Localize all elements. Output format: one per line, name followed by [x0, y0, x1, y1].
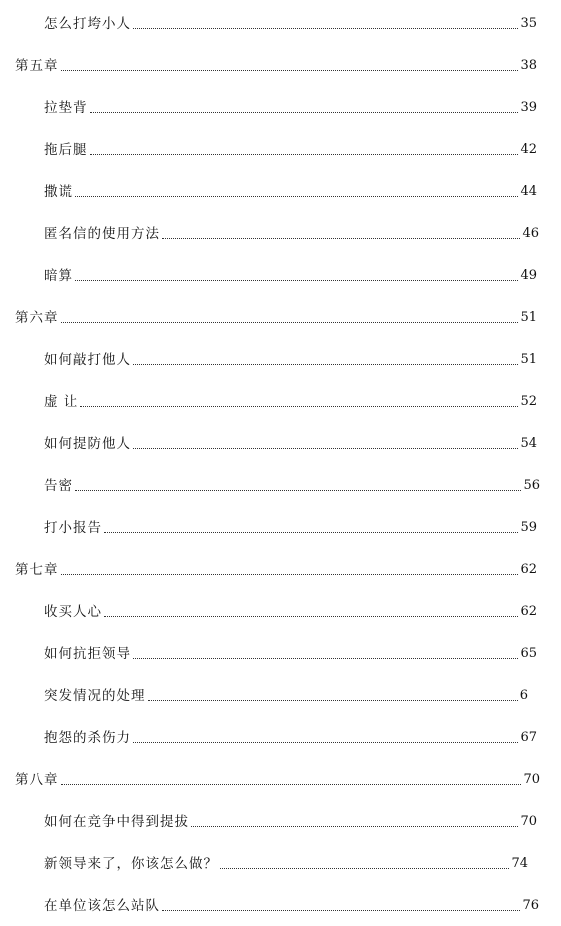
- toc-chapter-title: 第七章: [15, 562, 59, 578]
- toc-entry[interactable]: [44, 852, 528, 872]
- dot-leader: [104, 616, 518, 617]
- toc-entry[interactable]: [44, 894, 539, 914]
- toc-entry[interactable]: [44, 642, 537, 662]
- dot-leader: [75, 490, 521, 491]
- toc-chapter-page: 62: [520, 562, 537, 577]
- toc-entry-title: 告密: [44, 478, 73, 494]
- dot-leader: [61, 70, 519, 71]
- toc-entry[interactable]: [44, 96, 537, 116]
- toc-entry-page: 65: [520, 646, 537, 661]
- toc-chapter-page: 51: [520, 310, 537, 325]
- toc-entry[interactable]: [44, 810, 537, 830]
- toc-entry-page: 44: [520, 184, 537, 199]
- toc-entry[interactable]: [44, 474, 540, 494]
- dot-leader: [191, 826, 518, 827]
- toc-entry[interactable]: [44, 600, 537, 620]
- dot-leader: [162, 238, 520, 239]
- toc-entry-title: 拖后腿: [44, 142, 88, 158]
- toc-entry[interactable]: [44, 222, 539, 242]
- toc-entry-page: 39: [520, 100, 537, 115]
- toc-chapter-title: 第八章: [15, 772, 59, 788]
- toc-chapter-title: 第六章: [15, 310, 59, 326]
- toc-chapter[interactable]: [15, 54, 537, 74]
- toc-entry[interactable]: [44, 264, 537, 284]
- toc-entry-title: 收买人心: [44, 604, 102, 620]
- dot-leader: [75, 196, 518, 197]
- toc-entry-page: 52: [520, 394, 537, 409]
- toc-chapter-title: 第五章: [15, 58, 59, 74]
- toc-entry[interactable]: [44, 180, 537, 200]
- toc-chapter[interactable]: [15, 768, 540, 788]
- toc-entry-page: 49: [520, 268, 537, 283]
- toc-entry-title: 撒谎: [44, 184, 73, 200]
- toc-entry-title: 如何敲打他人: [44, 352, 131, 368]
- toc-entry-page: 74: [511, 856, 528, 871]
- toc-chapter[interactable]: [15, 558, 537, 578]
- dot-leader: [80, 406, 518, 407]
- dot-leader: [133, 742, 518, 743]
- toc-entry-title: 新领导来了，你该怎么做？: [44, 856, 218, 872]
- toc-entry-title: 如何提防他人: [44, 436, 131, 452]
- dot-leader: [133, 28, 518, 29]
- dot-leader: [61, 322, 519, 323]
- toc-entry-page: 51: [520, 352, 537, 367]
- toc-entry[interactable]: [44, 516, 537, 536]
- dot-leader: [133, 448, 518, 449]
- toc-chapter[interactable]: [15, 306, 537, 326]
- dot-leader: [220, 868, 509, 869]
- toc-entry-title: 匿名信的使用方法: [44, 226, 160, 242]
- dot-leader: [133, 658, 518, 659]
- dot-leader: [61, 574, 519, 575]
- toc-entry-title: 打小报告: [44, 520, 102, 536]
- dot-leader: [162, 910, 520, 911]
- dot-leader: [75, 280, 518, 281]
- toc-entry[interactable]: [44, 348, 537, 368]
- toc-entry-page: 59: [520, 520, 537, 535]
- dot-leader: [133, 364, 518, 365]
- dot-leader: [90, 154, 519, 155]
- toc-entry-page: 54: [520, 436, 537, 451]
- toc-entry-page: 62: [520, 604, 537, 619]
- toc-entry-page: 70: [520, 814, 537, 829]
- toc-entry-title: 抱怨的杀伤力: [44, 730, 131, 746]
- toc-entry-title: 虚 让: [44, 394, 79, 410]
- toc-entry[interactable]: [44, 390, 537, 410]
- toc-entry-title: 在单位该怎么站队: [44, 898, 160, 914]
- toc-entry[interactable]: [44, 12, 537, 32]
- toc-entry[interactable]: [44, 684, 528, 704]
- toc-entry-page: 42: [520, 142, 537, 157]
- toc-entry-title: 拉垫背: [44, 100, 88, 116]
- toc-entry-title: 怎么打垮小人: [44, 16, 131, 32]
- toc-entry[interactable]: [44, 432, 537, 452]
- toc-entry-title: 暗算: [44, 268, 73, 284]
- toc-entry-page: 35: [520, 16, 537, 31]
- toc-entry-title: 如何在竞争中得到提拔: [44, 814, 189, 830]
- toc-entry[interactable]: [44, 726, 537, 746]
- toc-entry-page: 67: [520, 730, 537, 745]
- toc-chapter-page: 38: [520, 58, 537, 73]
- dot-leader: [90, 112, 519, 113]
- toc-entry-page: 76: [522, 898, 539, 913]
- dot-leader: [104, 532, 518, 533]
- toc-chapter-page: 70: [523, 772, 540, 787]
- toc-entry-page: 46: [522, 226, 539, 241]
- toc-entry[interactable]: [44, 138, 537, 158]
- toc-entry-page: 6: [519, 688, 528, 703]
- dot-leader: [148, 700, 518, 701]
- dot-leader: [61, 784, 522, 785]
- toc-entry-title: 突发情况的处理: [44, 688, 146, 704]
- toc-entry-page: 56: [523, 478, 540, 493]
- toc-entry-title: 如何抗拒领导: [44, 646, 131, 662]
